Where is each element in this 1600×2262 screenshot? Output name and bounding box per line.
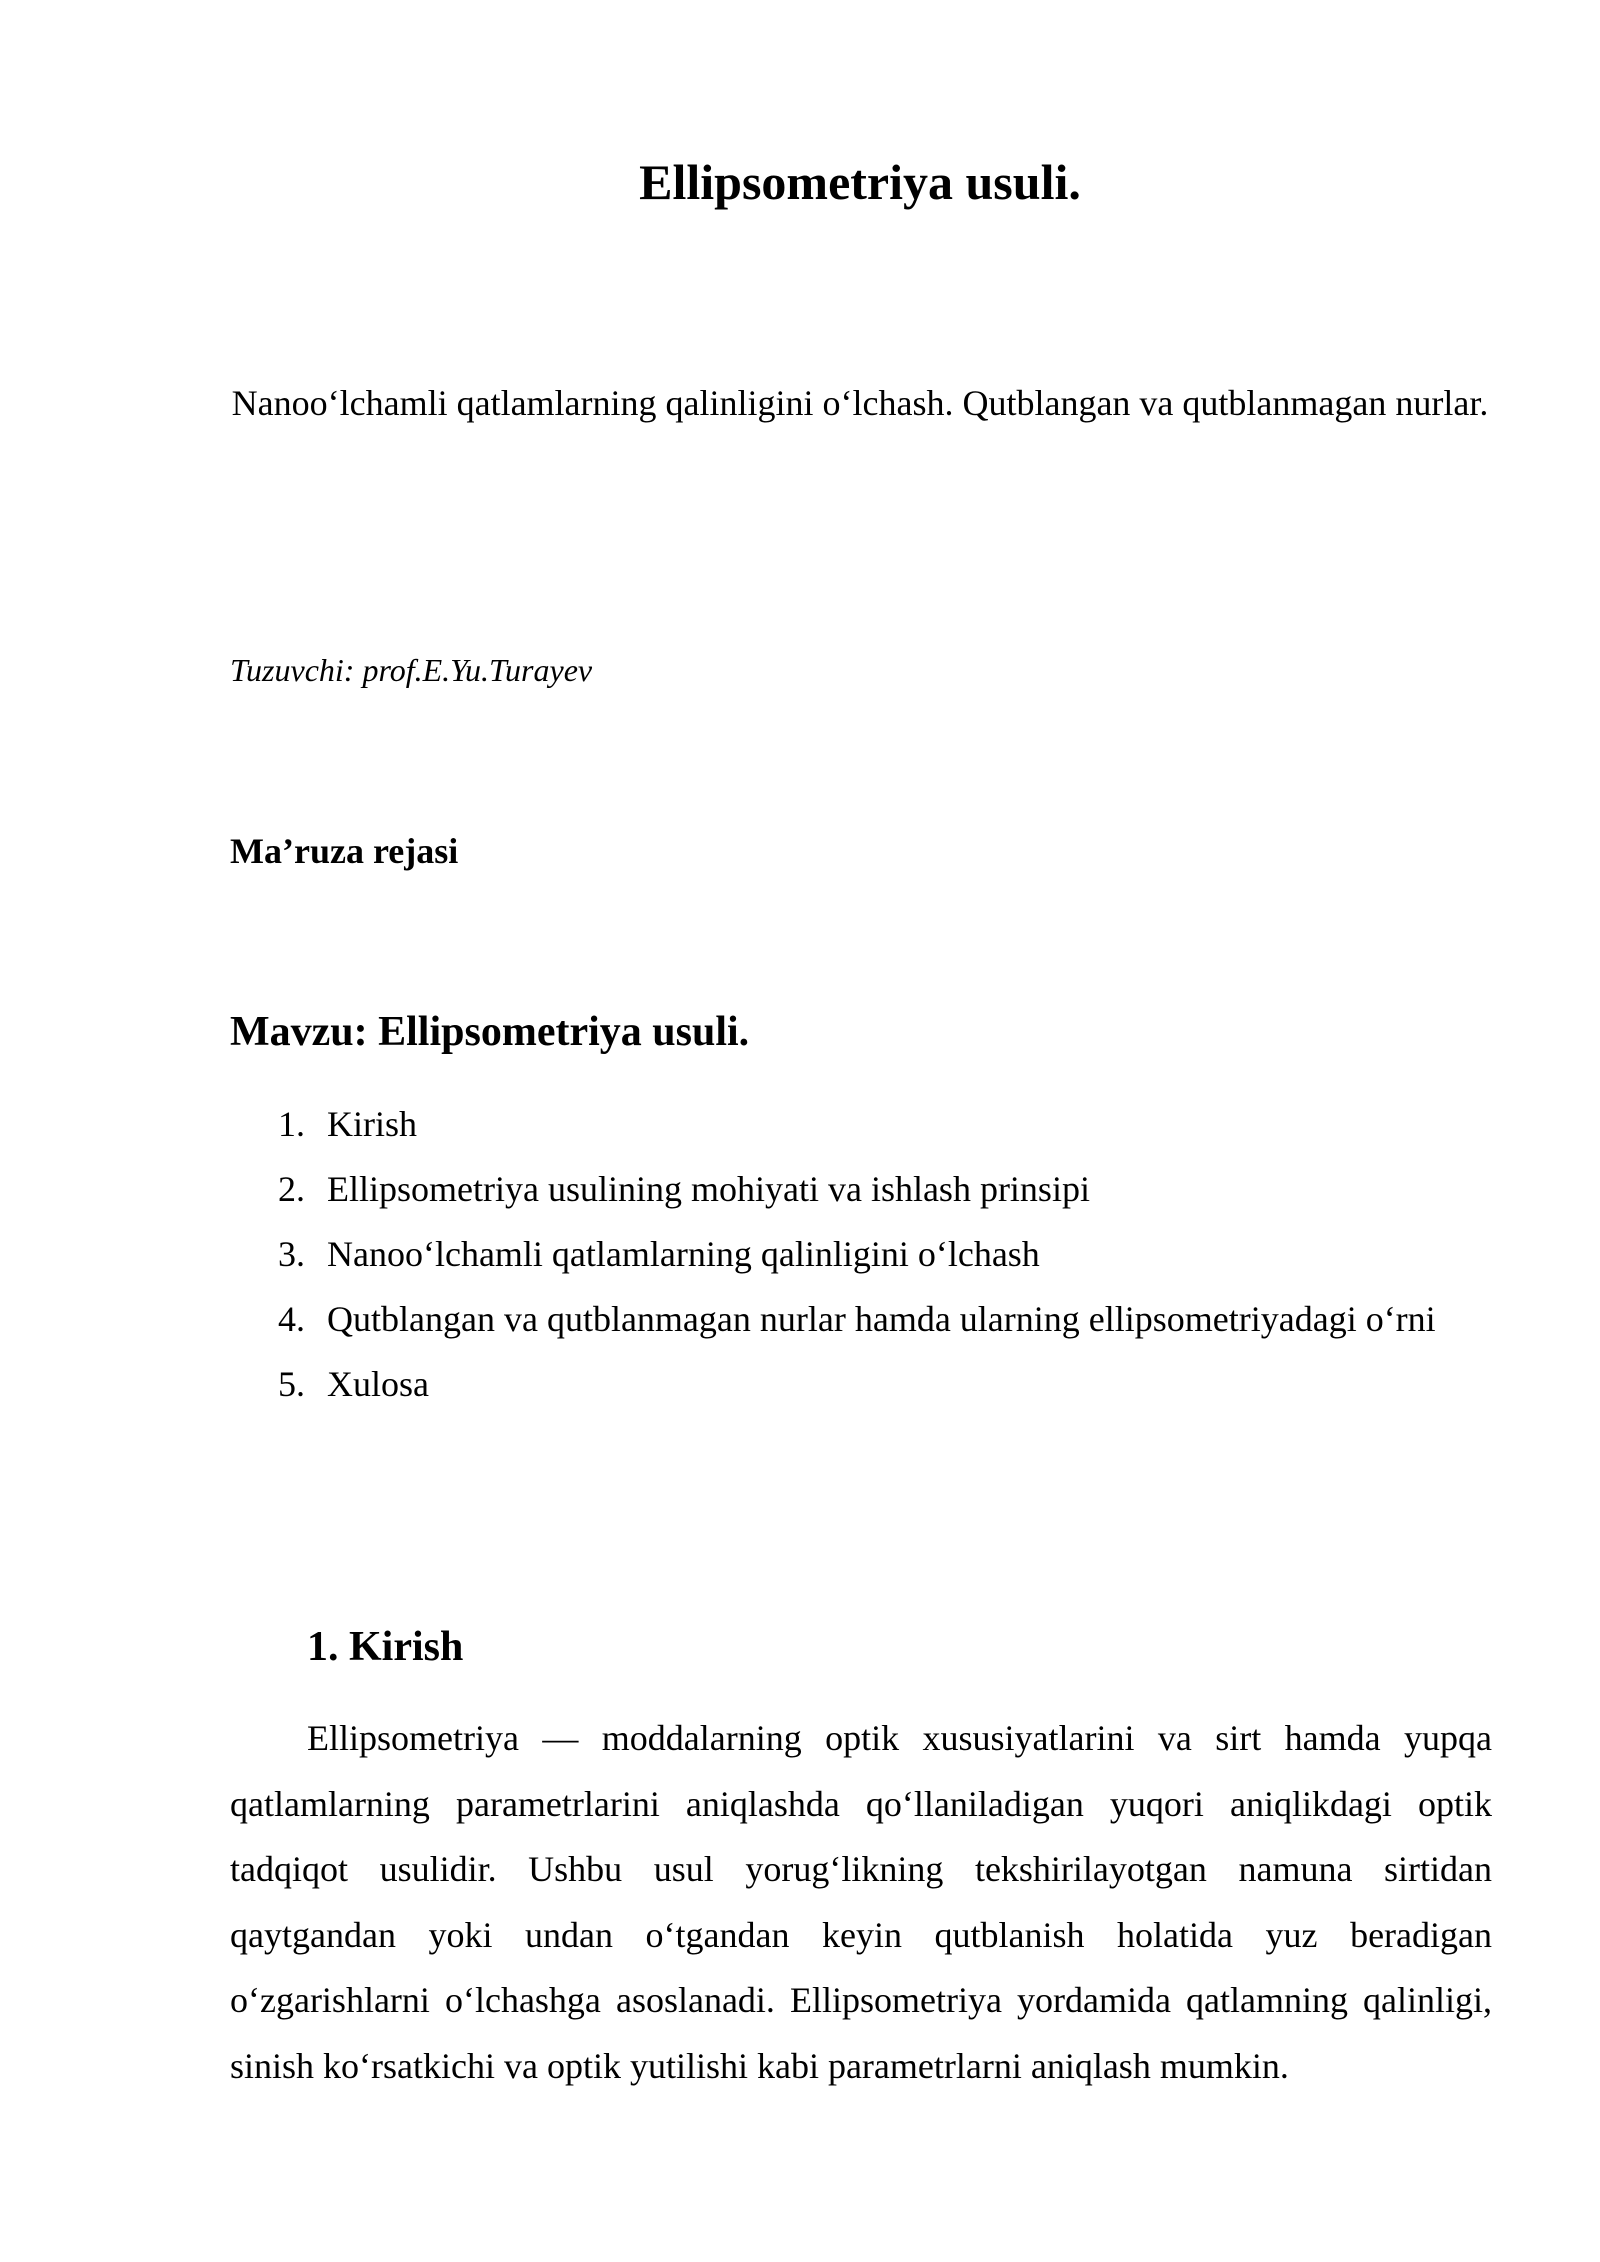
introduction-paragraph: Ellipsometriya — moddalarning optik xususiyatlarini va sirt hamda yupqa qatlamlarning parametrlarini aniqlashda qo‘llaniladigan yuqori aniqlikdagi optik tadqiqot usulidir. Ushbu usul yorug‘likning tekshirilayotgan namuna sirtidan qaytgandan yoki undan o‘tgandan keyin qutblanish holatida yuz beradigan o‘zgarishlarni o‘lchashga asoslanadi. Ellipsometriya yordamida qatlamning qalinligi, sinish ko‘rsatkichi va optik yutilishi kabi parametrlarni aniqlash mumkin.	[230, 1718, 1492, 2086]
topic-heading: Mavzu: Ellipsometriya usuli.	[230, 1009, 750, 1055]
author-line: Tuzuvchi: prof.E.Yu.Turayev	[230, 652, 593, 688]
plan-item-text: Qutblangan va qutblanmagan nurlar hamda ularning ellipsometriyadagi o‘rni	[327, 1299, 1436, 1339]
plan-item-text: Xulosa	[327, 1364, 429, 1404]
plan-item-text: Ellipsometriya usulining mohiyati va ishlash prinsipi	[327, 1169, 1090, 1209]
plan-item-number: 4.	[278, 1299, 305, 1339]
lecture-plan-heading: Ma’ruza rejasi	[230, 831, 459, 871]
plan-item	[230, 1222, 1500, 1287]
plan-item-text: Kirish	[327, 1104, 417, 1144]
section-heading-introduction: 1. Kirish	[307, 1624, 464, 1670]
plan-item-number: 2.	[278, 1169, 305, 1209]
lecture-plan-list	[230, 1092, 1500, 1417]
plan-item-number: 3.	[278, 1234, 305, 1274]
document-subtitle: Nanoo‘lchamli qatlamlarning qalinligini o‘lchash. Qutblangan va qutblanmagan nurlar.	[231, 383, 1489, 423]
plan-item-number: 1.	[278, 1104, 305, 1144]
document-title: Ellipsometriya usuli.	[639, 154, 1081, 210]
plan-item	[230, 1092, 1500, 1157]
plan-item-number: 5.	[278, 1364, 305, 1404]
plan-item	[230, 1157, 1500, 1222]
plan-item-text: Nanoo‘lchamli qatlamlarning qalinligini o‘lchash	[327, 1234, 1040, 1274]
plan-item	[230, 1352, 1500, 1417]
plan-item	[230, 1287, 1500, 1352]
